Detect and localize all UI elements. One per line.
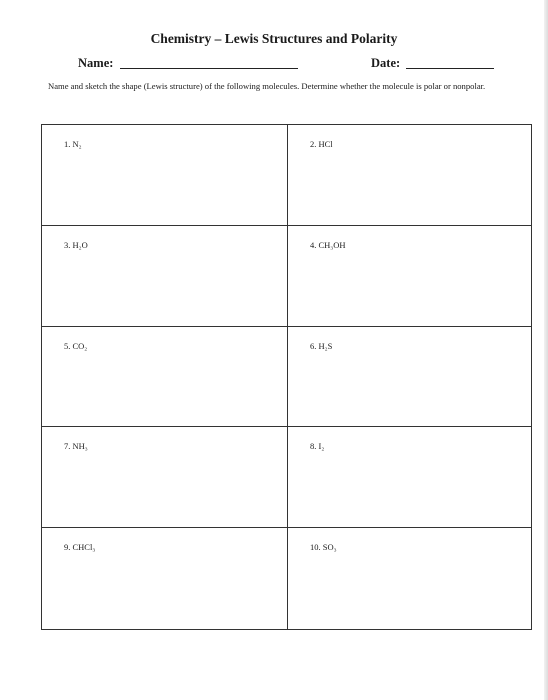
worksheet-title: Chemistry – Lewis Structures and Polarity [150, 31, 398, 46]
molecule-cell-7 [42, 427, 288, 528]
molecule-cell-5 [42, 327, 288, 428]
molecule-number: 5. [64, 340, 71, 351]
molecule-label-1 [64, 139, 82, 149]
molecule-label-8 [310, 441, 324, 451]
molecule-formula: SO₃ [322, 542, 337, 553]
molecule-formula: I₂ [318, 441, 325, 452]
molecule-number: 9. [64, 542, 71, 553]
instructions: Name and sketch the shape (Lewis structure) of the following molecules. Determine whether the molecule is polar or nonpolar. [48, 81, 486, 91]
molecule-cell-1 [42, 125, 288, 226]
molecule-label-9 [64, 542, 95, 552]
molecule-label-6 [310, 341, 332, 351]
molecule-label-5 [64, 341, 87, 351]
name-label: Name: [78, 56, 114, 70]
molecule-cell-10 [288, 528, 531, 629]
date-label: Date: [371, 56, 401, 70]
molecule-cell-9 [42, 528, 288, 629]
molecule-formula: HCl [318, 139, 333, 149]
molecule-cell-6 [288, 327, 531, 428]
molecule-formula: CHCl₃ [72, 542, 96, 553]
date-blank-line [406, 68, 494, 69]
molecule-number: 6. [310, 340, 317, 351]
molecule-label-7 [64, 441, 88, 451]
molecule-cell-3 [42, 226, 288, 327]
molecule-cell-4 [288, 226, 531, 327]
name-blank-line [120, 68, 298, 69]
molecule-formula: NH₃ [72, 441, 88, 452]
molecule-label-4 [310, 240, 346, 250]
molecule-grid [41, 124, 532, 630]
molecule-cell-8 [288, 427, 531, 528]
molecule-formula: H₂S [318, 340, 333, 351]
molecule-number: 2. [310, 139, 317, 149]
molecule-number: 7. [64, 441, 71, 452]
molecule-cell-2 [288, 125, 531, 226]
page-edge-shadow [544, 0, 548, 700]
molecule-formula: N₂ [72, 139, 82, 149]
molecule-label-3 [64, 240, 88, 250]
molecule-label-2 [310, 139, 333, 149]
molecule-number: 10. [310, 542, 321, 553]
molecule-label-10 [310, 542, 337, 552]
molecule-number: 3. [64, 239, 71, 250]
molecule-number: 1. [64, 139, 71, 149]
molecule-formula: H₂O [72, 239, 88, 250]
molecule-formula: CH₃OH [318, 239, 346, 250]
molecule-number: 4. [310, 239, 317, 250]
molecule-number: 8. [310, 441, 317, 452]
molecule-formula: CO₂ [72, 340, 88, 351]
